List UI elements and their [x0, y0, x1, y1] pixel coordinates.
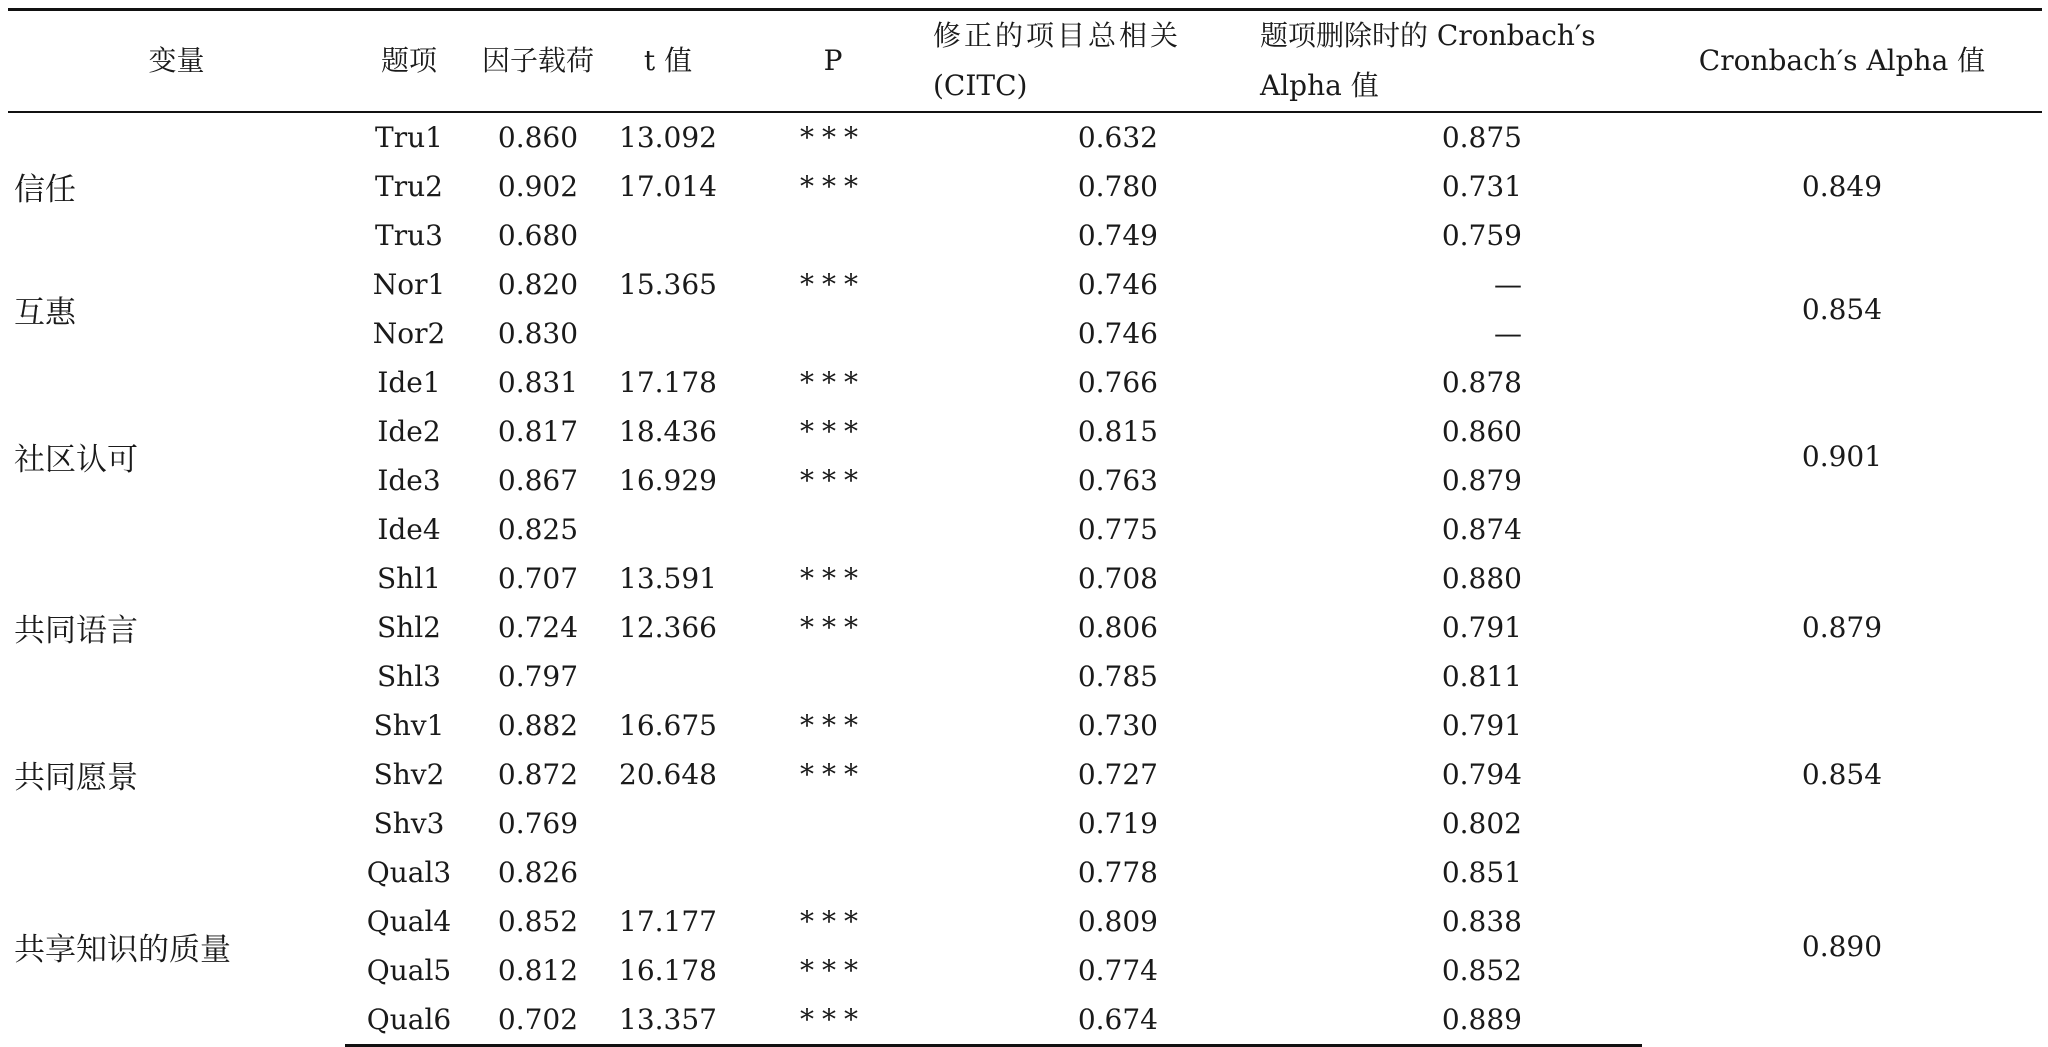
- citc-cell: 0.780: [1077, 170, 1158, 203]
- p-value-cell: ***: [800, 268, 866, 301]
- factor-loading-cell: 0.867: [497, 464, 579, 497]
- t-value-cell: [603, 505, 733, 554]
- p-value-cell: ***: [800, 366, 866, 399]
- t-value-cell: 12.366: [619, 611, 717, 644]
- cronbach-alpha-cell: 0.854: [1801, 758, 1883, 791]
- item-cell: Qual5: [366, 954, 452, 987]
- t-value-cell: 13.092: [619, 121, 717, 154]
- p-value-cell: ***: [800, 464, 866, 497]
- variable-name-cell: 共同语言: [14, 613, 138, 649]
- p-value-cell: ***: [800, 611, 866, 644]
- item-cell: Nor1: [372, 268, 446, 301]
- alpha-if-deleted-cell: 0.791: [1441, 611, 1522, 644]
- t-value-cell: 16.675: [619, 709, 717, 742]
- item-cell: Qual3: [366, 856, 452, 889]
- factor-loading-cell: 0.860: [497, 121, 579, 154]
- alpha-if-deleted-cell: —: [1494, 268, 1522, 301]
- citc-cell: 0.749: [1077, 219, 1158, 252]
- alpha-if-deleted-cell: 0.879: [1441, 464, 1522, 497]
- p-value-cell: [733, 799, 933, 848]
- header-p-value: P: [823, 44, 843, 77]
- p-value-cell: ***: [800, 415, 866, 448]
- factor-loading-cell: 0.852: [497, 905, 579, 938]
- p-value-cell: [733, 848, 933, 897]
- p-value-cell: [733, 309, 933, 358]
- header-row: [8, 10, 2042, 113]
- table-row: [8, 112, 2042, 162]
- citc-cell: 0.778: [1077, 856, 1158, 889]
- table-row: [8, 358, 2042, 407]
- alpha-if-deleted-cell: 0.860: [1441, 415, 1522, 448]
- p-value-cell: ***: [800, 905, 866, 938]
- factor-loading-cell: 0.830: [497, 317, 579, 350]
- item-cell: Shl3: [377, 660, 441, 693]
- variable-name-cell: 共同愿景: [14, 760, 138, 796]
- p-value-cell: ***: [800, 121, 866, 154]
- alpha-if-deleted-cell: 0.880: [1441, 562, 1522, 595]
- p-value-cell: [733, 652, 933, 701]
- t-value-cell: 13.357: [603, 995, 733, 1046]
- factor-loading-cell: 0.817: [497, 415, 579, 448]
- cronbach-alpha-cell: 0.901: [1801, 439, 1883, 473]
- factor-loading-cell: 0.825: [497, 513, 579, 546]
- factor-loading-cell: 0.826: [497, 856, 579, 889]
- t-value-cell: [603, 309, 733, 358]
- citc-cell: 0.766: [1077, 366, 1158, 399]
- t-value-cell: 17.177: [619, 905, 717, 938]
- variable-name-cell: 共享知识的质量: [14, 932, 231, 969]
- factor-loading-cell: 0.707: [497, 562, 579, 595]
- p-value-cell: ***: [800, 709, 866, 742]
- citc-cell: 0.632: [1077, 121, 1158, 154]
- citc-cell: 0.785: [1077, 660, 1158, 693]
- citc-cell: 0.730: [1077, 709, 1158, 742]
- item-cell: Tru3: [375, 219, 443, 252]
- alpha-if-deleted-cell: 0.802: [1441, 807, 1522, 840]
- factor-loading-cell: 0.702: [473, 995, 603, 1046]
- item-cell: Ide4: [377, 513, 441, 546]
- header-factor-loading: 因子载荷: [481, 44, 594, 77]
- factor-loading-cell: 0.680: [497, 219, 579, 252]
- p-value-cell: ***: [800, 758, 866, 791]
- factor-loading-cell: 0.797: [497, 660, 579, 693]
- header-citc: [933, 10, 1260, 113]
- citc-cell: 0.708: [1077, 562, 1158, 595]
- table-header: [8, 10, 2042, 113]
- item-cell: Ide3: [377, 464, 441, 497]
- item-cell: Shv1: [373, 709, 445, 742]
- citc-cell: 0.746: [1077, 317, 1158, 350]
- p-value-cell: ***: [733, 995, 933, 1046]
- item-cell: Qual4: [366, 905, 452, 938]
- header-alpha-if-deleted: [1260, 10, 1642, 113]
- table-row: [8, 260, 2042, 309]
- item-cell: Shv3: [373, 807, 445, 840]
- header-citc-line1: 修正的项目总相关: [933, 19, 1182, 52]
- header-t-value: t 值: [643, 44, 693, 77]
- header-variable: 变量: [148, 44, 205, 77]
- item-cell: Shl2: [377, 611, 441, 644]
- header-citc-line2: (CITC): [933, 69, 1028, 102]
- citc-cell: 0.674: [933, 995, 1260, 1046]
- citc-cell: 0.809: [1077, 905, 1158, 938]
- item-cell: Ide1: [377, 366, 441, 399]
- alpha-if-deleted-cell: 0.889: [1260, 995, 1642, 1046]
- item-cell: Ide2: [377, 415, 441, 448]
- table-body: [8, 112, 2042, 1046]
- cronbach-alpha-cell: 0.849: [1801, 170, 1883, 203]
- variable-name-cell: 信任: [14, 172, 76, 208]
- alpha-if-deleted-cell: 0.731: [1441, 170, 1522, 203]
- t-value-cell: 15.365: [619, 268, 717, 301]
- alpha-if-deleted-cell: 0.878: [1441, 366, 1522, 399]
- reliability-validity-table-container: [8, 8, 2042, 1047]
- factor-loading-cell: 0.902: [497, 170, 579, 203]
- alpha-if-deleted-cell: 0.811: [1441, 660, 1522, 693]
- table-row: [8, 848, 2042, 897]
- cronbach-alpha-cell: 0.890: [1801, 930, 1883, 964]
- t-value-cell: 16.178: [619, 954, 717, 987]
- cronbach-alpha-cell: 0.879: [1801, 611, 1883, 644]
- header-alpha-if-deleted-line2: Alpha 值: [1260, 69, 1379, 102]
- t-value-cell: [603, 848, 733, 897]
- alpha-if-deleted-cell: 0.874: [1441, 513, 1522, 546]
- variable-name-cell: 社区认可: [14, 441, 138, 478]
- alpha-if-deleted-cell: —: [1494, 317, 1522, 350]
- factor-loading-cell: 0.812: [497, 954, 579, 987]
- citc-cell: 0.719: [1077, 807, 1158, 840]
- header-cronbach-alpha: Cronbach′s Alpha 值: [1698, 44, 1986, 77]
- t-value-cell: 17.178: [619, 366, 717, 399]
- item-cell: Tru2: [375, 170, 443, 203]
- alpha-if-deleted-cell: 0.794: [1441, 758, 1522, 791]
- p-value-cell: ***: [800, 562, 866, 595]
- t-value-cell: 16.929: [619, 464, 717, 497]
- factor-loading-cell: 0.831: [497, 366, 579, 399]
- t-value-cell: [603, 799, 733, 848]
- t-value-cell: [603, 652, 733, 701]
- citc-cell: 0.774: [1077, 954, 1158, 987]
- alpha-if-deleted-cell: 0.838: [1441, 905, 1522, 938]
- citc-cell: 0.775: [1077, 513, 1158, 546]
- item-cell: Nor2: [372, 317, 446, 350]
- item-cell: Shl1: [377, 562, 441, 595]
- table-row: [8, 701, 2042, 750]
- header-item: 题项: [380, 44, 437, 77]
- t-value-cell: 17.014: [619, 170, 717, 203]
- variable-name-cell: 互惠: [14, 294, 76, 331]
- cronbach-alpha-cell: 0.854: [1801, 292, 1883, 326]
- item-cell: Shv2: [373, 758, 445, 791]
- reliability-validity-table: [8, 8, 2042, 1047]
- citc-cell: 0.763: [1077, 464, 1158, 497]
- factor-loading-cell: 0.820: [497, 268, 579, 301]
- factor-loading-cell: 0.872: [497, 758, 579, 791]
- p-value-cell: ***: [800, 170, 866, 203]
- t-value-cell: [603, 211, 733, 260]
- citc-cell: 0.815: [1077, 415, 1158, 448]
- p-value-cell: [733, 505, 933, 554]
- alpha-if-deleted-cell: 0.851: [1441, 856, 1522, 889]
- alpha-if-deleted-cell: 0.875: [1441, 121, 1522, 154]
- alpha-if-deleted-cell: 0.759: [1441, 219, 1522, 252]
- citc-cell: 0.727: [1077, 758, 1158, 791]
- factor-loading-cell: 0.724: [497, 611, 579, 644]
- p-value-cell: [733, 211, 933, 260]
- table-row: [8, 554, 2042, 603]
- citc-cell: 0.806: [1077, 611, 1158, 644]
- factor-loading-cell: 0.769: [497, 807, 579, 840]
- citc-cell: 0.746: [1077, 268, 1158, 301]
- t-value-cell: 13.591: [619, 562, 717, 595]
- alpha-if-deleted-cell: 0.791: [1441, 709, 1522, 742]
- item-cell: Qual6: [345, 995, 473, 1046]
- header-alpha-if-deleted-line1: 题项删除时的 Cronbach′s: [1260, 19, 1596, 52]
- alpha-if-deleted-cell: 0.852: [1441, 954, 1522, 987]
- p-value-cell: ***: [800, 954, 866, 987]
- item-cell: Tru1: [375, 121, 443, 154]
- t-value-cell: 18.436: [619, 415, 717, 448]
- t-value-cell: 20.648: [619, 758, 717, 791]
- factor-loading-cell: 0.882: [497, 709, 579, 742]
